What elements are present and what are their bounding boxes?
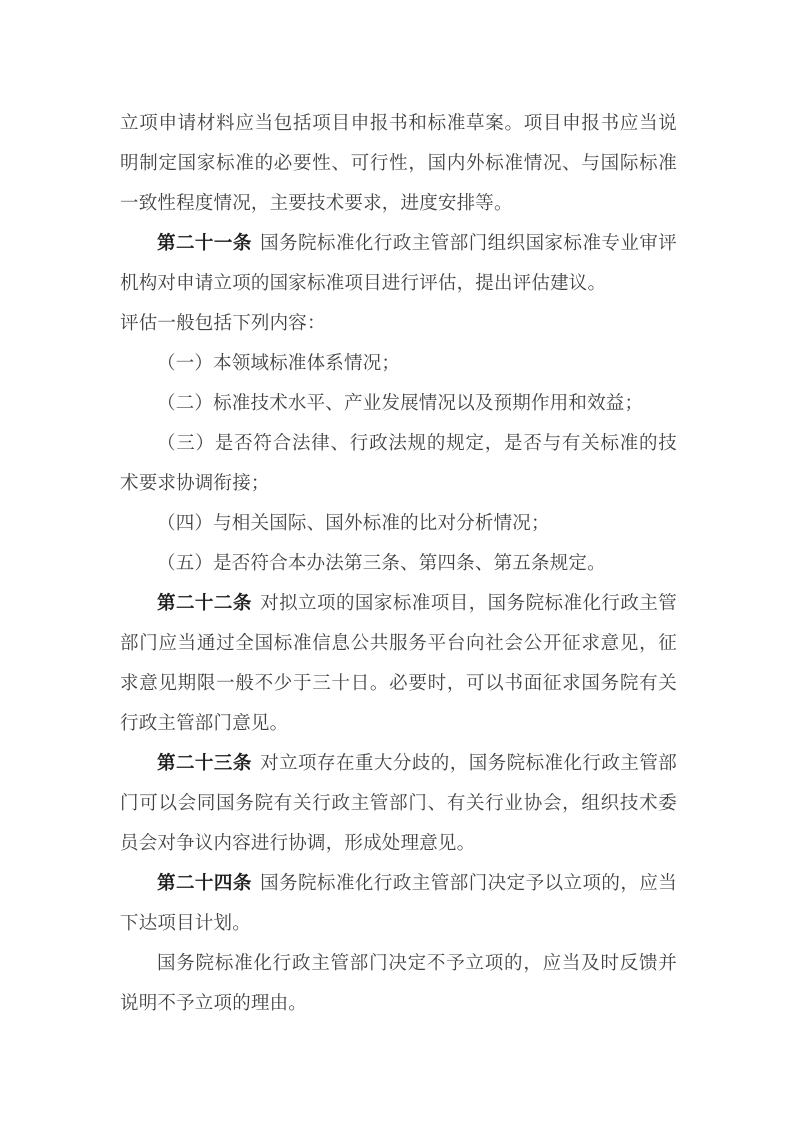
article-24-paragraph-2 — [120, 943, 677, 1023]
paragraph-text: 国务院标准化行政主管部门决定不予立项的，应当及时反馈并说明不予立项的理由。 — [120, 952, 677, 1013]
paragraph-text: 评估一般包括下列内容： — [120, 312, 326, 333]
list-item-1 — [120, 343, 677, 383]
list-item-text: （一）本领域标准体系情况； — [157, 352, 401, 373]
list-item-text: （四）与相关国际、国外标准的比对分析情况； — [157, 512, 550, 533]
article-text: 对拟立项的国家标准项目，国务院标准化行政主管部门应当通过全国标准信息公共服务平台向社会公开征求意见，征求意见期限一般不少于三十日。必要时，可以书面征求国务院有关行政主管部门意见。 — [120, 592, 677, 733]
list-item-2 — [120, 383, 677, 423]
list-item-text: （二）标准技术水平、产业发展情况以及预期作用和效益； — [157, 392, 644, 413]
list-item-text: （三）是否符合法律、行政法规的规定，是否与有关标准的技术要求协调衔接； — [120, 432, 677, 493]
article-22-paragraph — [120, 583, 677, 743]
list-item-text: （五）是否符合本办法第三条、第四条、第五条规定。 — [157, 552, 606, 573]
evaluation-intro-paragraph — [120, 303, 677, 343]
paragraph-text: 立项申请材料应当包括项目申报书和标准草案。项目申报书应当说明制定国家标准的必要性、可行性，国内外标准情况、与国际标准一致性程度情况，主要技术要求，进度安排等。 — [120, 112, 677, 213]
list-item-3 — [120, 423, 677, 503]
article-23-paragraph — [120, 743, 677, 863]
paragraph-continuation — [120, 103, 677, 223]
article-21-paragraph — [120, 223, 677, 303]
document-text-block — [120, 103, 677, 1023]
article-number: 第二十二条 — [157, 592, 252, 613]
article-number: 第二十一条 — [157, 232, 252, 253]
article-number: 第二十四条 — [157, 872, 252, 893]
article-text: 对立项存在重大分歧的，国务院标准化行政主管部门可以会同国务院有关行政主管部门、有关行业协会，组织技术委员会对争议内容进行协调，形成处理意见。 — [120, 752, 677, 853]
article-text: 国务院标准化行政主管部门决定予以立项的，应当下达项目计划。 — [120, 872, 677, 933]
article-24-paragraph — [120, 863, 677, 943]
article-number: 第二十三条 — [157, 752, 252, 773]
list-item-4 — [120, 503, 677, 543]
article-text: 国务院标准化行政主管部门组织国家标准专业审评机构对申请立项的国家标准项目进行评估，提出评估建议。 — [120, 232, 677, 293]
list-item-5 — [120, 543, 677, 583]
